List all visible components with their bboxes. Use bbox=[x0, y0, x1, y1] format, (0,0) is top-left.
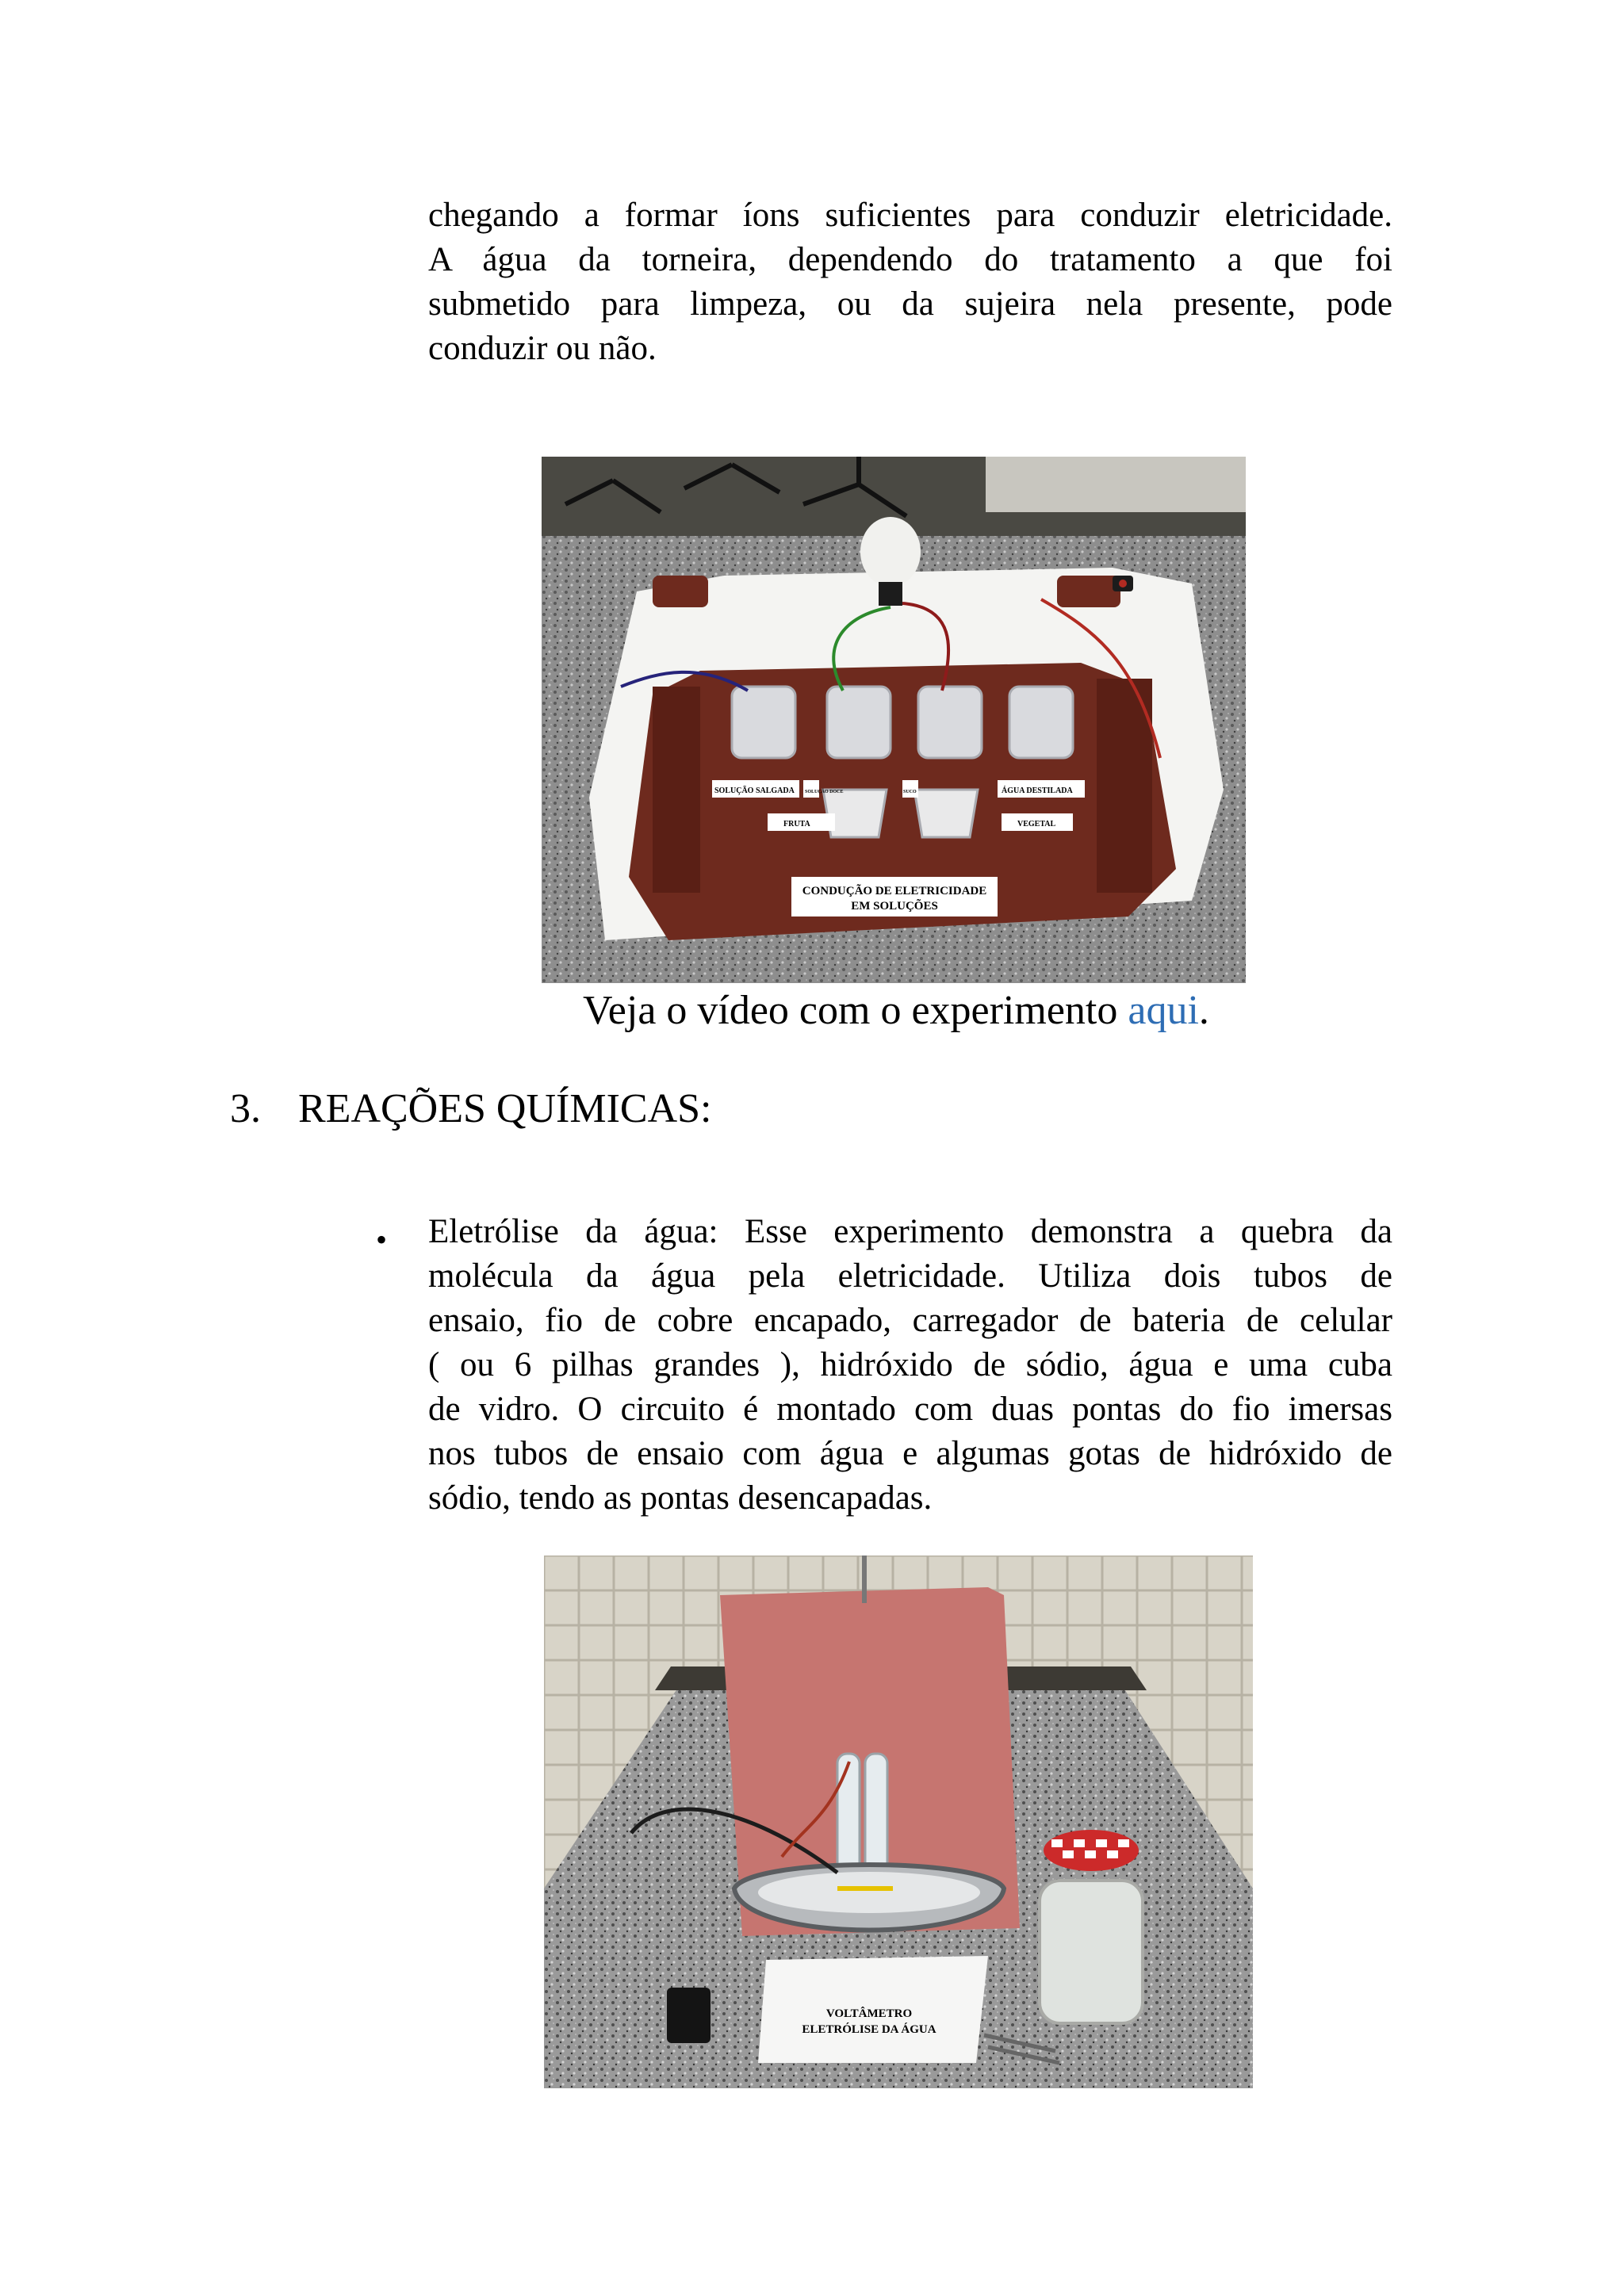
video-link[interactable]: aqui bbox=[1128, 988, 1199, 1033]
electrolysis-experiment-photo bbox=[544, 1556, 1253, 2088]
bullet-line: ( ou 6 pilhas grandes ), hidróxido de sódio, água e uma cuba bbox=[428, 1346, 1392, 1383]
bullet-line: de vidro. O circuito é montado com duas pontas do fio imersas bbox=[428, 1391, 1392, 1428]
cup-label-fruit: FRUTA bbox=[783, 820, 810, 828]
section-heading bbox=[230, 1081, 712, 1137]
bullet-line: sódio, tendo as pontas desencapadas. bbox=[428, 1479, 933, 1517]
bullet-line: Eletrólise da água: Esse experimento demonstra a quebra da bbox=[428, 1213, 1392, 1250]
bullet-line: molécula da água pela eletricidade. Utiliza dois tubos de bbox=[428, 1257, 1392, 1295]
section-title: REAÇÕES QUÍMICAS: bbox=[298, 1086, 712, 1131]
bullet-line: ensaio, fio de cobre encapado, carregador de bateria de celular bbox=[428, 1302, 1392, 1339]
cup-label-juice: SUCO bbox=[903, 790, 917, 794]
card-line-2: ELETRÓLISE DA ÁGUA bbox=[802, 2023, 936, 2036]
conductivity-experiment-photo bbox=[542, 457, 1246, 983]
video-caption bbox=[583, 983, 1209, 1039]
electrolysis-paragraph bbox=[428, 1210, 1392, 1521]
intro-line: submetido para limpeza, ou da sujeira nela presente, pode bbox=[428, 285, 1392, 323]
card-line-1: VOLTÂMETRO bbox=[825, 2007, 913, 2020]
caption-text: Veja o vídeo com o experimento bbox=[583, 988, 1128, 1033]
intro-paragraph bbox=[428, 193, 1392, 371]
sign-line-2: EM SOLUÇÕES bbox=[851, 900, 938, 913]
cup-label-distilled: ÁGUA DESTILADA bbox=[1002, 786, 1073, 795]
cup-label-vegetable: VEGETAL bbox=[1017, 820, 1056, 828]
section-number: 3. bbox=[230, 1086, 261, 1131]
bullet-line: nos tubos de ensaio com água e algumas gotas de hidróxido de bbox=[428, 1435, 1392, 1472]
intro-line: chegando a formar íons suficientes para conduzir eletricidade. bbox=[428, 197, 1392, 234]
caption-end: . bbox=[1198, 988, 1209, 1033]
sign-line-1: CONDUÇÃO DE ELETRICIDADE bbox=[802, 885, 987, 897]
bullet-marker: • bbox=[376, 1222, 388, 1257]
cup-label-salty: SOLUÇÃO SALGADA bbox=[714, 786, 795, 795]
intro-line: conduzir ou não. bbox=[428, 330, 657, 367]
cup-label-sweet: SOLUÇÃO DOCE bbox=[805, 790, 844, 794]
intro-line: A água da torneira, dependendo do tratamento a que foi bbox=[428, 241, 1392, 278]
